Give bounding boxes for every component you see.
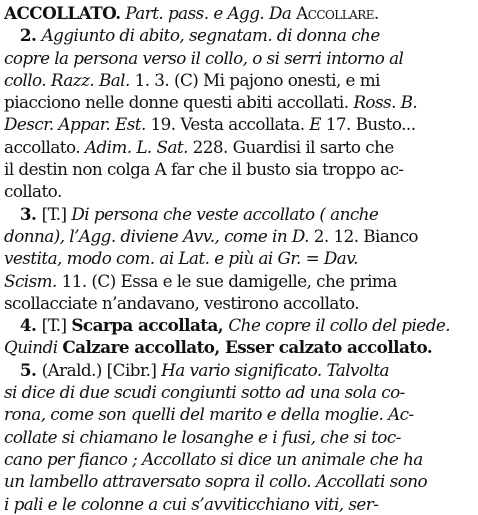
text-line <box>4 448 476 470</box>
text-run: Ross. B. <box>353 92 418 113</box>
text-line <box>4 270 476 292</box>
text-line <box>4 47 476 69</box>
text-run: collato. <box>4 181 62 202</box>
text-run: vestita, modo com. ai Lat. e più ai Gr. = Dav. <box>4 248 358 269</box>
text-run: ACCOLLATO. <box>4 3 121 23</box>
text-run: il destin non colga A far che il busto sia troppo ac- <box>4 159 404 180</box>
text-line <box>4 493 476 515</box>
text-run: Calzare accollato, Esser calzato accollato. <box>62 337 433 358</box>
text-run: 17. Busto... <box>325 114 416 135</box>
text-run: Che copre il collo del piede. <box>228 315 451 336</box>
text-run: Aggiunto di abito, segnatam. di donna che <box>41 25 380 46</box>
text-run: un lambello attraversato sopra il collo. Accollati sono <box>4 471 428 492</box>
text-run: E <box>309 114 326 135</box>
text-run: 228. Guardisi il sarto che <box>192 136 394 157</box>
text-run: Scism. <box>4 270 62 291</box>
text-line <box>4 158 476 180</box>
text-line <box>4 426 476 448</box>
text-run: scollacciate n’andavano, vestirono accollato. <box>4 292 360 313</box>
text-line <box>4 292 476 314</box>
text-run: 19. Vesta accollata. <box>150 114 310 135</box>
text-run: i pali e le colonne a cui s’avviticchiano viti, ser- <box>4 493 379 514</box>
text-line <box>4 359 476 381</box>
text-line <box>4 470 476 492</box>
text-run: 3. <box>4 203 42 224</box>
text-run: cano per fianco ; Accollato si dice un animale che ha <box>4 448 423 469</box>
text-run: Di persona che veste accollato ( anche <box>71 203 379 224</box>
text-run: 11. (C) Essa e le sue damigelle, che prima <box>61 270 397 291</box>
text-run: collo. Razz. Bal. <box>4 69 135 90</box>
text-line <box>4 336 476 358</box>
text-run: 4. <box>4 315 42 336</box>
text-run: piacciono nelle donne questi abiti accollati. <box>4 92 354 113</box>
text-run: [T.] <box>41 203 72 224</box>
text-run: Quindi <box>4 337 63 358</box>
text-run: Adim. L. Sat. <box>84 136 193 157</box>
text-line <box>4 91 476 113</box>
text-line <box>4 69 476 91</box>
text-line <box>4 113 476 135</box>
text-line <box>4 24 476 46</box>
text-run: donna), l’Agg. diviene Avv., come in D. <box>4 225 314 246</box>
text-line <box>4 381 476 403</box>
text-line <box>4 180 476 202</box>
text-run: Descr. Appar. Est. <box>4 114 151 135</box>
text-run: Accollare. <box>296 3 379 23</box>
text-run: accollato. <box>4 136 85 157</box>
text-run: 2. 12. Bianco <box>313 225 418 246</box>
text-run: Ha vario significato. Talvolta <box>161 359 389 380</box>
text-run: 2. <box>4 25 42 46</box>
text-line <box>4 314 476 336</box>
text-run: collate si chiamano le losanghe e i fusi, che si toc- <box>4 426 401 447</box>
text-line <box>4 225 476 247</box>
text-line <box>4 2 476 24</box>
text-run: copre la persona verso il collo, o si serri intorno al <box>4 47 404 68</box>
text-line <box>4 203 476 225</box>
text-run: 5. <box>4 359 42 380</box>
text-run: si dice di due scudi congiunti sotto ad una sola co- <box>4 382 405 403</box>
text-line <box>4 403 476 425</box>
text-line <box>4 136 476 158</box>
text-run: rona, come son quelli del marito e della moglie. Ac- <box>4 404 414 425</box>
text-run: 1. 3. (C) Mi pajono onesti, e mi <box>134 69 380 90</box>
text-run: Scarpa accollata, <box>71 315 229 336</box>
dictionary-entry <box>4 2 476 515</box>
text-run: (Arald.) [Cibr.] <box>41 359 162 380</box>
text-line <box>4 247 476 269</box>
entry-text <box>4 2 476 515</box>
text-run: Part. pass. e Agg. Da <box>120 3 297 23</box>
text-run: [T.] <box>41 315 72 336</box>
